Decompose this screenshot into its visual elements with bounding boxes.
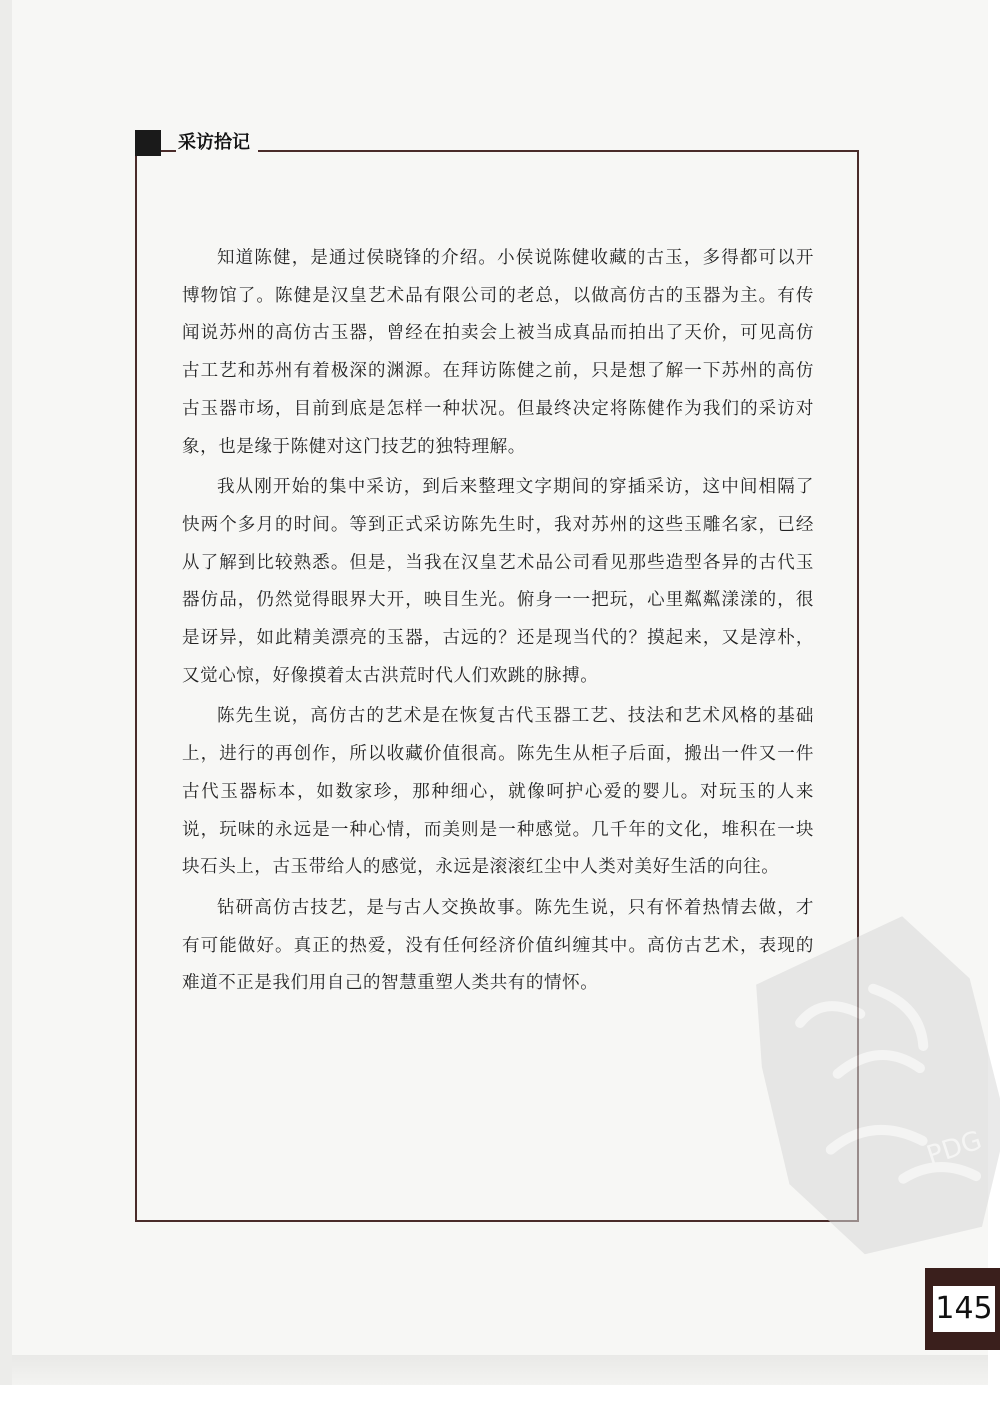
watermark-text: PDG <box>923 1125 986 1172</box>
page-bottom-strip <box>12 1355 988 1385</box>
paragraph: 知道陈健，是通过侯晓锋的介绍。小侯说陈健收藏的古玉，多得都可以开博物馆了。陈健是汉皇艺术品有限公司的老总，以做高仿古的玉器为主。有传闻说苏州的高仿古玉器，曾经在拍卖会上被当成真品而拍出了天价，可见高仿古工艺和苏州有着极深的渊源。在拜访陈健之前，只是想了解一下苏州的高仿古玉器市场，目前到底是怎样一种状况。但最终决定将陈健作为我们的采访对象，也是缘于陈健对这门技艺的独特理解。 <box>182 248 814 457</box>
paragraph: 我从刚开始的集中采访，到后来整理文字期间的穿插采访，这中间相隔了快两个多月的时间。等到正式采访陈先生时，我对苏州的这些玉雕名家，已经从了解到比较熟悉。但是，当我在汉皇艺术品公司看见那些造型各异的古代玉器仿品，仍然觉得眼界大开，映目生光。俯身一一把玩，心里粼粼漾漾的，很是讶异，如此精美漂亮的玉器，古远的？还是现当代的？摸起来，又是淳朴，又觉心惊，好像摸着太古洪荒时代人们欢跳的脉搏。 <box>182 477 814 686</box>
paragraph: 钻研高仿古技艺，是与古人交换故事。陈先生说，只有怀着热情去做，才有可能做好。真正的热爱，没有任何经济价值纠缠其中。高仿古艺术，表现的难道不正是我们用自己的智慧重塑人类共有的情怀。 <box>182 897 814 994</box>
section-marker-square <box>135 130 161 156</box>
article-body <box>182 240 814 1006</box>
section-title: 采访拾记 <box>176 130 258 156</box>
paragraph: 陈先生说，高仿古的艺术是在恢复古代玉器工艺、技法和艺术风格的基础上，进行的再创作，所以收藏价值很高。陈先生从柜子后面，搬出一件又一件古代玉器标本，如数家珍，那种细心，就像呵护心爱的婴儿。对玩玉的人来说，玩味的永远是一种心情，而美则是一种感觉。几千年的文化，堆积在一块块石头上，古玉带给人的感觉，永远是滚滚红尘中人类对美好生活的向往。 <box>182 706 814 878</box>
page-left-edge <box>0 0 12 1385</box>
page-number: 145 <box>933 1286 995 1332</box>
